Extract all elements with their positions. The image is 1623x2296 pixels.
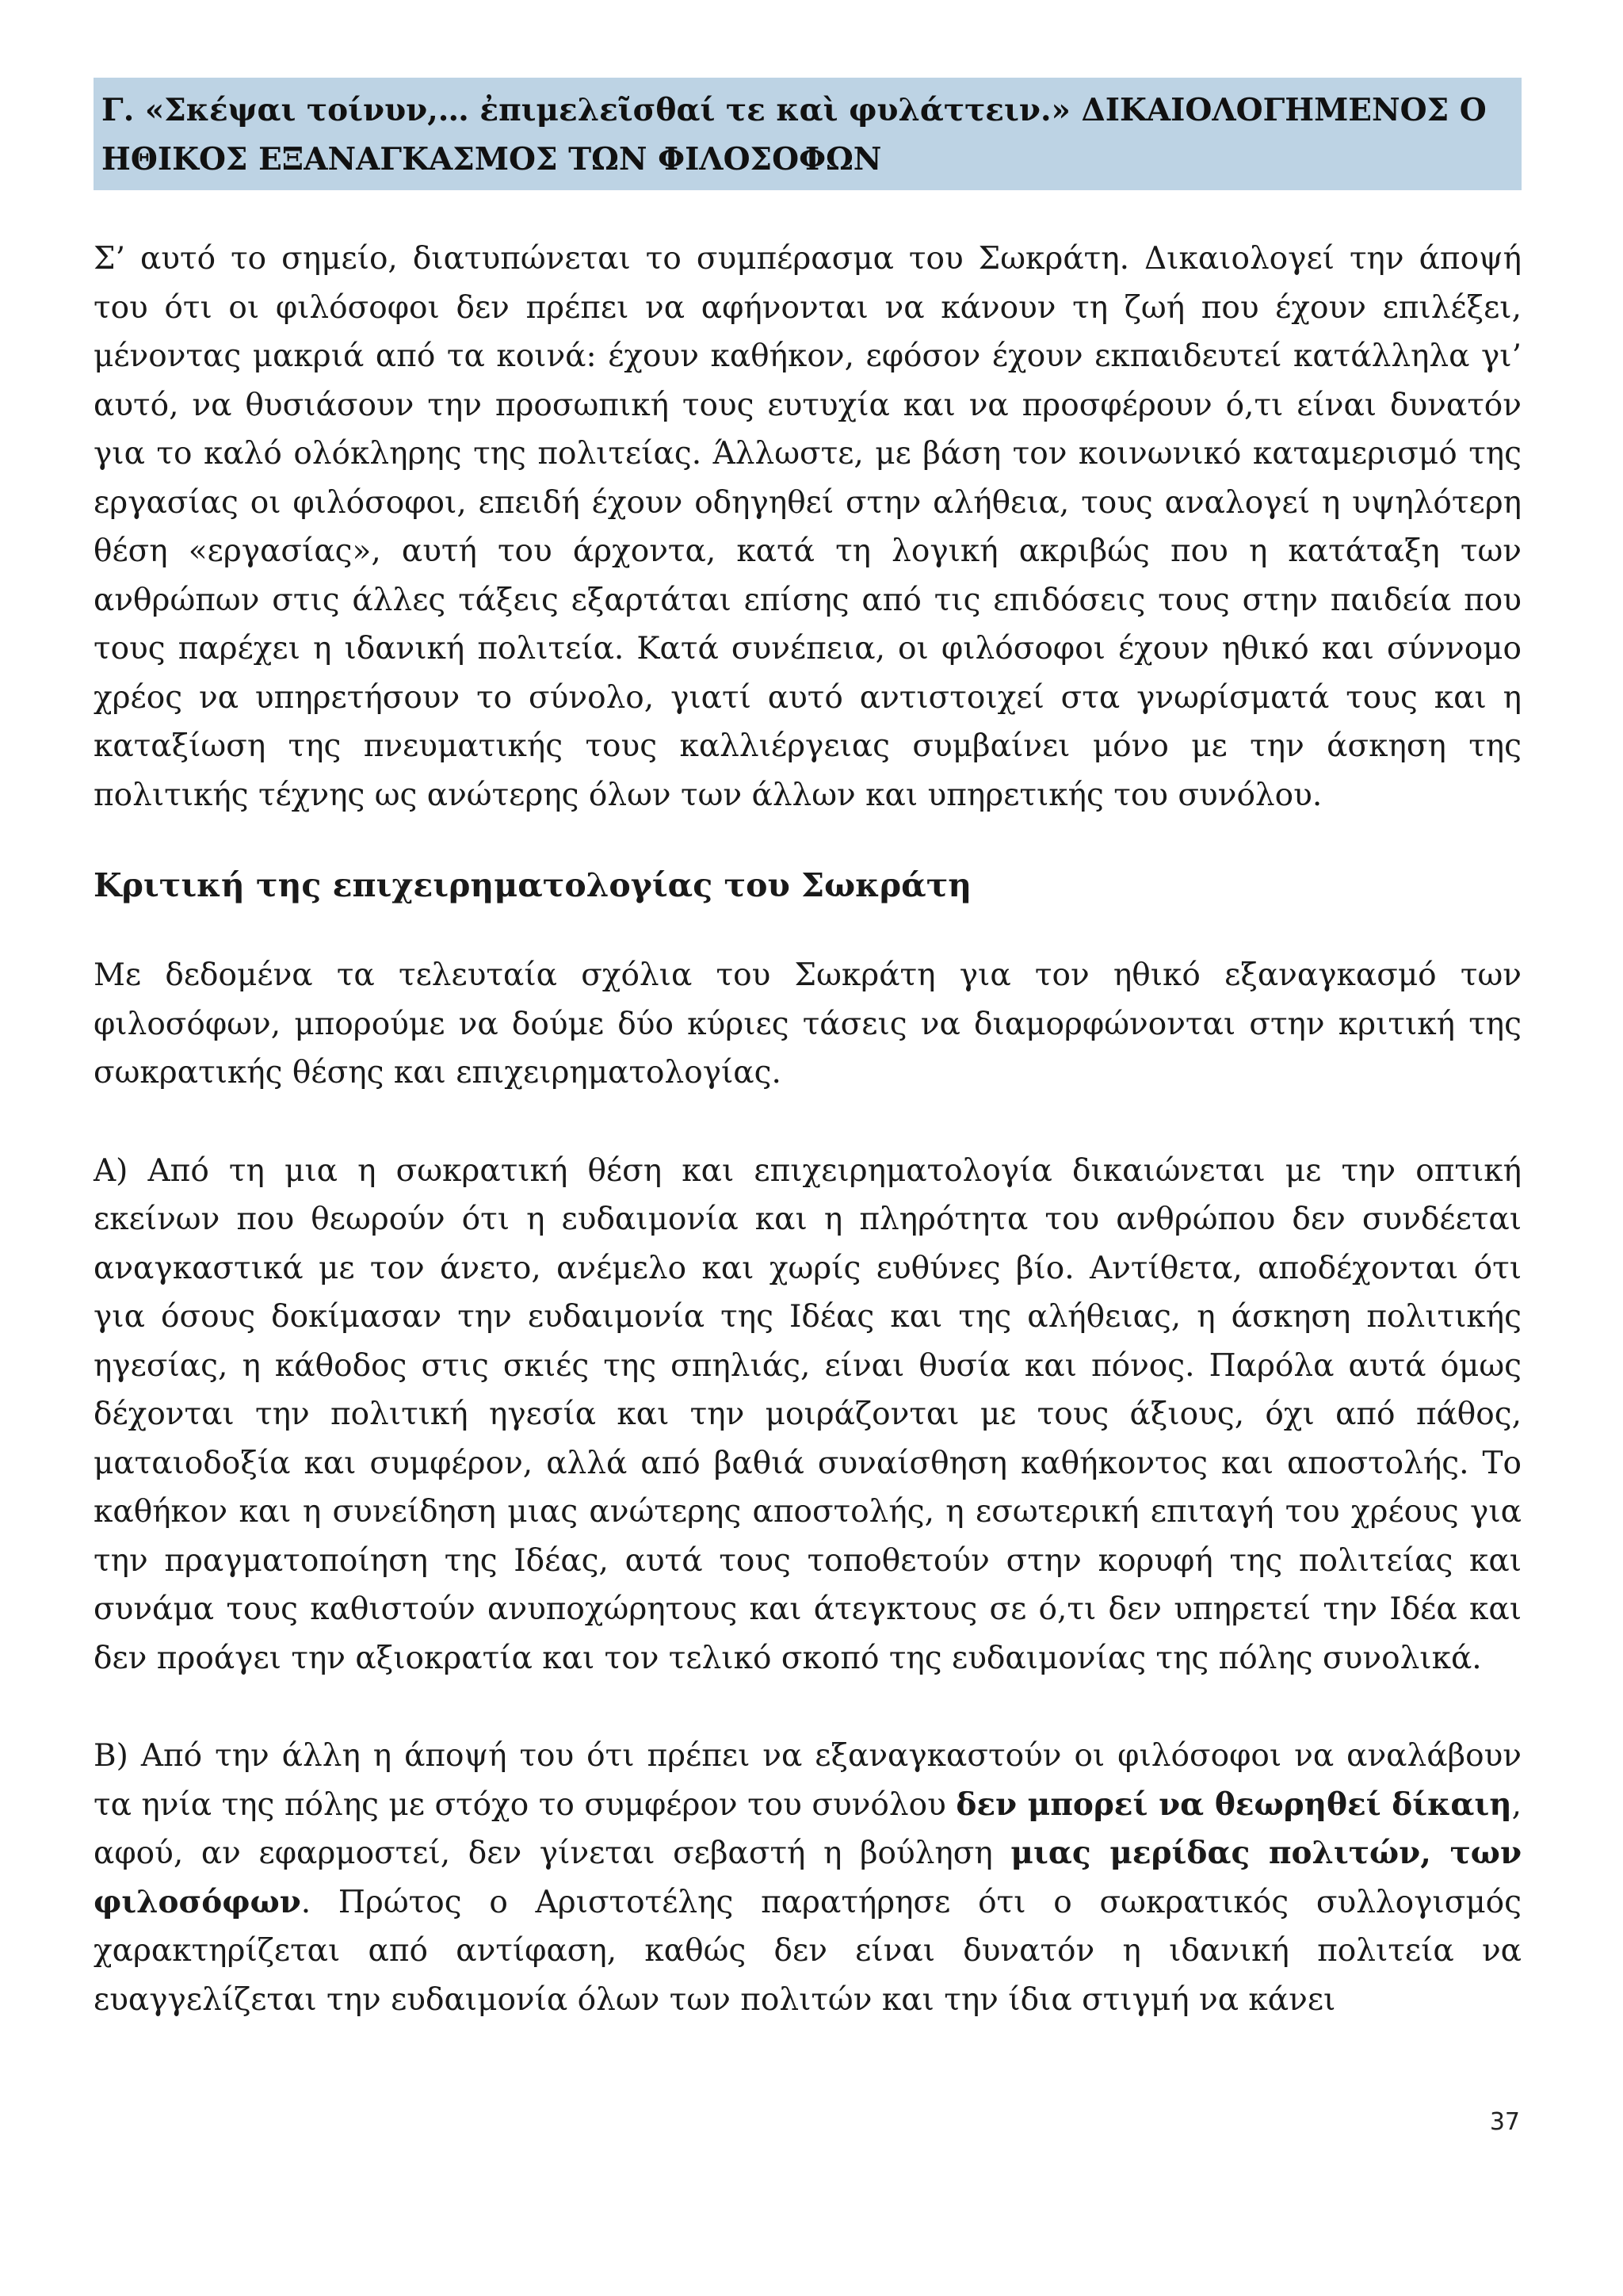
point-b-text-3: . Πρώτος ο Αριστοτέλης παρατήρησε ότι ο σωκρατικός συλλογισμός χαρακτηρίζεται από αντίφαση, καθώς δεν είναι δυνατόν η ιδανική πολιτεία να ευαγγελίζεται την ευδαιμονία όλων των πολιτών και την ίδια στιγμή να κάνει xyxy=(94,1884,1522,2018)
paragraph-point-b xyxy=(94,1732,1522,2024)
section-heading: Γ. «Σκέψαι τοίνυν,… ἐπιμελεῖσθαί τε καὶ φυλάττειν.» ΔΙΚΑΙΟΛΟΓΗΜΕΝΟΣ Ο ΗΘΙΚΟΣ ΕΞΑΝΑΓΚΑΣΜΟΣ ΤΩΝ ΦΙΛΟΣΟΦΩΝ xyxy=(94,78,1522,190)
subheading-critique: Κριτική της επιχειρηματολογίας του Σωκράτη xyxy=(94,866,972,904)
document-page xyxy=(94,78,1522,2024)
point-b-bold-1: δεν μπορεί να θεωρηθεί δίκαιη xyxy=(956,1786,1512,1823)
point-b-bold-2: μιας μερίδας πολιτών, των φιλοσόφων xyxy=(94,1835,1522,1920)
paragraph-point-a: Α) Από τη μια η σωκρατική θέση και επιχειρηματολογία δικαιώνεται με την οπτική εκείνων που θεωρούν ότι η ευδαιμονία και η πληρότητα του ανθρώπου δεν συνδέεται αναγκαστικά με τον άνετο, ανέμελο και χωρίς ευθύνες βίο. Αντίθετα, αποδέχονται ότι για όσους δοκίμασαν την ευδαιμονία της Ιδέας και της αλήθειας, η άσκηση πολιτικής ηγεσίας, η κάθοδος στις σκιές της σπηλιάς, είναι θυσία και πόνος. Παρόλα αυτά όμως δέχονται την πολιτική ηγεσία και την μοιράζονται με τους άξιους, όχι από πάθος, ματαιοδοξία και συμφέρον, αλλά από βαθιά συναίσθηση καθήκοντος και αποστολής. Το καθήκον και η συνείδηση μιας ανώτερης αποστολής, η εσωτερική επιταγή του χρέους για την πραγματοποίηση της Ιδέας, αυτά τους τοποθετούν στην κορυφή της πολιτείας και συνάμα τους καθιστούν ανυποχώρητους και άτεγκτους σε ό,τι δεν υπηρετεί την Ιδέα και δεν προάγει την αξιοκρατία και τον τελικό σκοπό της ευδαιμονίας της πόλης συνολικά. xyxy=(94,1152,1522,1676)
point-b-text-2: , αφού, αν εφαρμοστεί, δεν γίνεται σεβαστή η βούληση xyxy=(94,1786,1522,1871)
paragraph-conclusion: Σ’ αυτό το σημείο, διατυπώνεται το συμπέρασμα του Σωκράτη. Δικαιολογεί την άποψή του ότι οι φιλόσοφοι δεν πρέπει να αφήνονται να κάνουν τη ζωή που έχουν επιλέξει, μένοντας μακριά από τα κοινά: έχουν καθήκον, εφόσον έχουν εκπαιδευτεί κατάλληλα γι’ αυτό, να θυσιάσουν την προσωπική τους ευτυχία και να προσφέρουν ό,τι είναι δυνατόν για το καλό ολόκληρης της πολιτείας. Άλλωστε, με βάση τον κοινωνικό καταμερισμό της εργασίας οι φιλόσοφοι, επειδή έχουν οδηγηθεί στην αλήθεια, τους αναλογεί η υψηλότερη θέση «εργασίας», αυτή του άρχοντα, κατά τη λογική ακριβώς που η κατάταξη των ανθρώπων στις άλλες τάξεις εξαρτάται επίσης από τις επιδόσεις τους στην παιδεία που τους παρέχει η ιδανική πολιτεία. Κατά συνέπεια, οι φιλόσοφοι έχουν ηθικό και σύννομο χρέος να υπηρετήσουν το σύνολο, γιατί αυτό αντιστοιχεί στα γνωρίσματά τους και η καταξίωση της πνευματικής τους καλλιέργειας συμβαίνει μόνο με την άσκηση της πολιτικής τέχνης ως ανώτερης όλων των άλλων και υπηρετικής του συνόλου. xyxy=(94,241,1522,813)
page-number: 37 xyxy=(1489,2108,1520,2136)
point-b-text-1: Β) Από την άλλη η άποψή του ότι πρέπει να εξαναγκαστούν οι φιλόσοφοι να αναλάβουν τα ηνία της πόλης με στόχο το συμφέρον του συνόλου xyxy=(94,1738,1522,1823)
paragraph-intro-critique: Με δεδομένα τα τελευταία σχόλια του Σωκράτη για τον ηθικό εξαναγκασμό των φιλοσόφων, μπορούμε να δούμε δύο κύριες τάσεις να διαμορφώνονται στην κριτική της σωκρατικής θέσης και επιχειρηματολογίας. xyxy=(94,957,1522,1091)
